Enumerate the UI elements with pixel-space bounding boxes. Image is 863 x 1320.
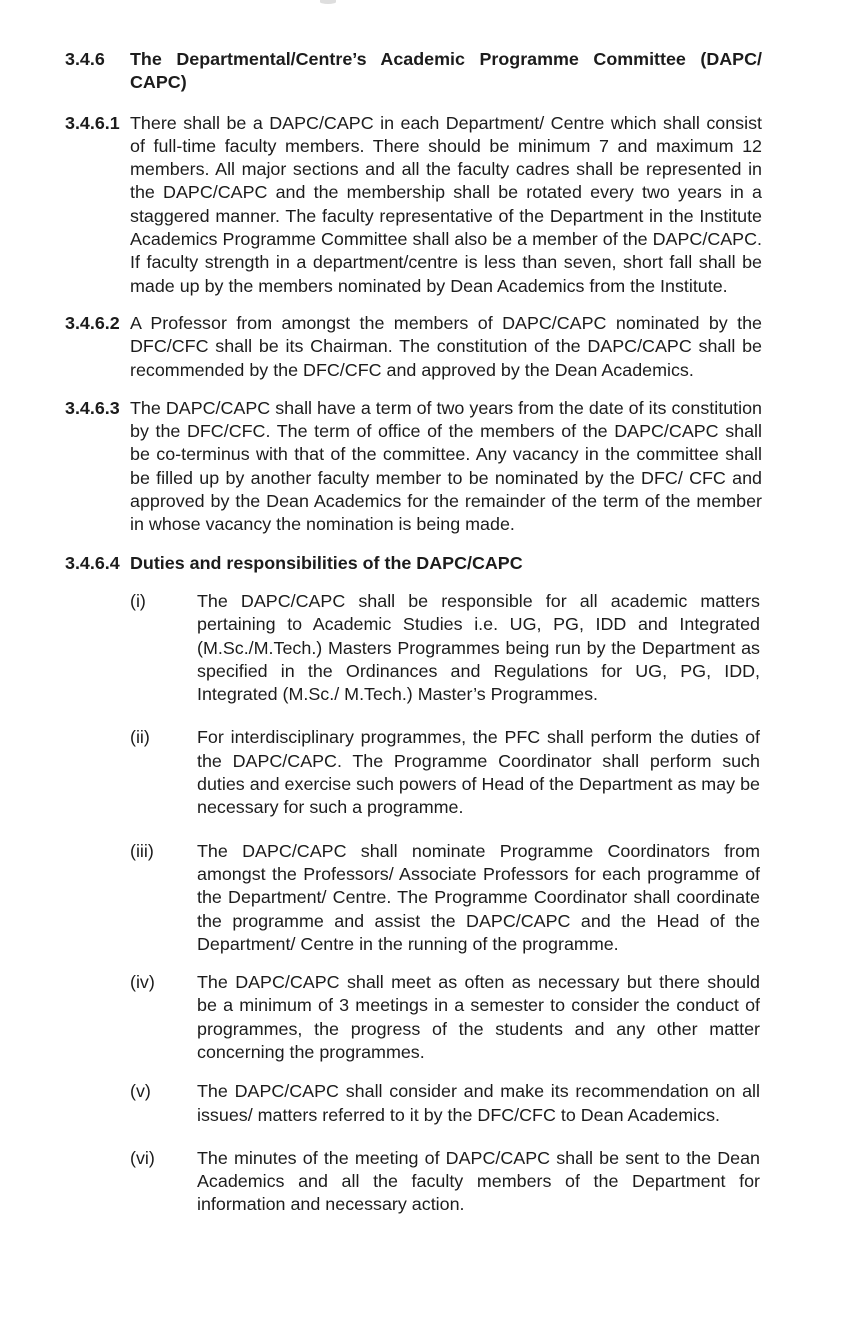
section-number: 3.4.6 — [65, 49, 105, 69]
duty-item-i — [130, 590, 863, 706]
section-heading — [65, 48, 863, 95]
scan-smudge-artifact — [320, 0, 336, 4]
duty-item-ii — [130, 726, 863, 819]
clause-3-4-6-2 — [65, 312, 863, 382]
clause-text: The DAPC/CAPC shall have a term of two years from the date of its constitution by the DFC/CFC. The term of office of the members of the DAPC/CAPC shall be co-terminus with that of the committee. Any vacancy in the committee shall be filled up by another faculty member to be nominated by the DFC/ CFC and approved by the Dean Academics for the remainder of the term of the member in whose vacancy the nomination is being made. — [130, 397, 762, 535]
duty-text: The DAPC/CAPC shall meet as often as necessary but there should be a minimum of 3 meetings in a semester to consider the conduct of programmes, the progress of the students and any other matter concerning the programmes. — [197, 972, 760, 1062]
duty-label: (vi) — [130, 1147, 155, 1168]
duty-item-v — [130, 1080, 863, 1127]
duty-text: The DAPC/CAPC shall consider and make its recommendation on all issues/ matters referred to it by the DFC/CFC to Dean Academics. — [197, 1081, 760, 1125]
duty-label: (v) — [130, 1081, 151, 1102]
subsection-title: Duties and responsibilities of the DAPC/CAPC — [130, 552, 523, 573]
section-title: The Departmental/Centre’s Academic Programme Committee (DAPC/ CAPC) — [130, 49, 762, 93]
clause-number: 3.4.6.1 — [65, 112, 120, 133]
subsection-number: 3.4.6.4 — [65, 552, 120, 573]
duty-item-iv — [130, 971, 863, 1064]
duty-text: For interdisciplinary programmes, the PFC shall perform the duties of the DAPC/CAPC. The Programme Coordinator shall perform such duties and exercise such powers of Head of the Department as may be necessary for such a programme. — [197, 727, 760, 818]
duty-label: (i) — [130, 590, 146, 611]
duty-label: (iii) — [130, 840, 154, 861]
duty-text: The minutes of the meeting of DAPC/CAPC shall be sent to the Dean Academics and all the faculty members of the Department for information and necessary action. — [197, 1147, 760, 1215]
subsection-heading-3-4-6-4 — [65, 552, 863, 575]
duty-text: The DAPC/CAPC shall nominate Programme Coordinators from amongst the Professors/ Associate Professors for each programme of the Department/ Centre. The Programme Coordinator shall coordinate the programme and assist the DAPC/CAPC and the Head of the Department/ Centre in the running of the programme. — [197, 840, 760, 954]
clause-3-4-6-1 — [65, 112, 863, 298]
clause-number: 3.4.6.2 — [65, 312, 120, 333]
duty-label: (ii) — [130, 727, 150, 748]
clause-3-4-6-3 — [65, 397, 863, 537]
clause-text: There shall be a DAPC/CAPC in each Department/ Centre which shall consist of full-time faculty members. There should be minimum 7 and maximum 12 members. All major sections and all the faculty cadres shall be represented in the DAPC/CAPC and the membership shall be rotated every two years in a staggered manner. The faculty representative of the Department in the Institute Academics Programme Committee shall also be a member of the DAPC/CAPC. If faculty strength in a department/centre is less than seven, short fall shall be made up by the members nominated by Dean Academics from the Institute. — [130, 112, 762, 296]
clause-text: A Professor from amongst the members of DAPC/CAPC nominated by the DFC/CFC shall be its Chairman. The constitution of the DAPC/CAPC shall be recommended by the DFC/CFC and approved by the Dean Academics. — [130, 312, 762, 380]
duty-label: (iv) — [130, 972, 155, 993]
duty-text: The DAPC/CAPC shall be responsible for all academic matters pertaining to Academic Studies i.e. UG, PG, IDD and Integrated (M.Sc./M.Tech.) Masters Programmes being run by the Department as specified in the Ordinances and Regulations for UG, PG, IDD, Integrated (M.Sc./ M.Tech.) Master’s Programmes. — [197, 590, 760, 705]
duty-item-vi — [130, 1147, 863, 1217]
duty-item-iii — [130, 840, 863, 956]
clause-number: 3.4.6.3 — [65, 397, 120, 418]
